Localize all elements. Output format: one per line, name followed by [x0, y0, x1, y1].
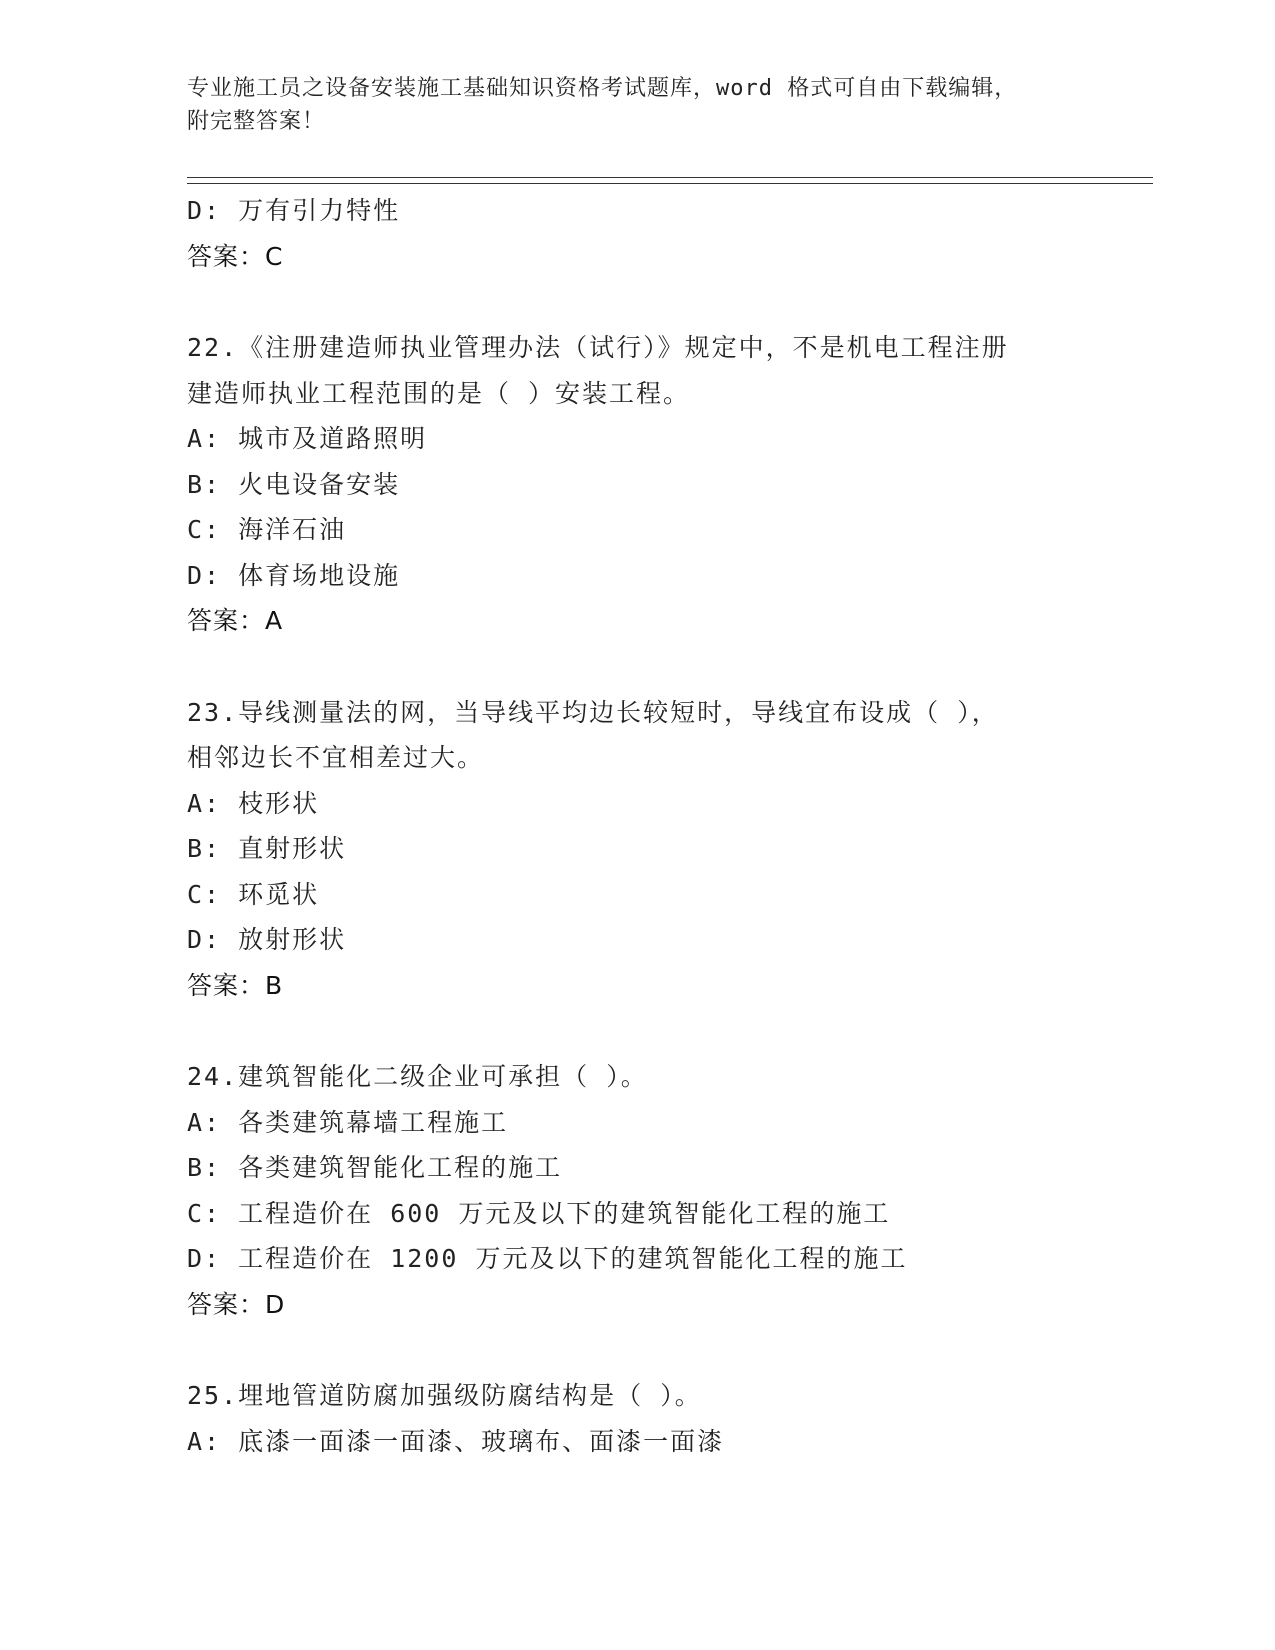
option-a: A: 各类建筑幕墙工程施工 — [187, 1107, 509, 1137]
question-stem: 23.导线测量法的网，当导线平均边长较短时，导线宜布设成（ ）， — [187, 697, 999, 727]
option-c: C: 海洋石油 — [187, 515, 347, 544]
option-a: A: 城市及道路照明 — [187, 424, 428, 453]
option-d: D: 放射形状 — [187, 925, 347, 954]
question-stem-cont: 相邻边长不宜相差过大。 — [187, 743, 485, 772]
question-24 — [187, 1054, 1153, 1327]
question-23 — [187, 690, 1153, 1009]
question-25 — [187, 1373, 1153, 1464]
option-d: D: 万有引力特性 — [187, 196, 401, 225]
question-list — [187, 188, 1153, 1464]
option-b: B: 各类建筑智能化工程的施工 — [187, 1153, 563, 1182]
header-line-2: 附完整答案！ — [187, 109, 326, 134]
option-a: A: 底漆一面漆一面漆、玻璃布、面漆一面漆 — [187, 1426, 725, 1456]
header-divider — [187, 177, 1153, 184]
question-stem: 22.《注册建造师执业管理办法（试行）》规定中，不是机电工程注册 — [187, 333, 1009, 362]
header-line-1: 专业施工员之设备安装施工基础知识资格考试题库，word 格式可自由下载编辑， — [187, 76, 1018, 101]
option-a: A: 枝形状 — [187, 788, 320, 818]
question-stem-cont: 建造师执业工程范围的是（ ）安装工程。 — [187, 378, 691, 408]
option-d: D: 体育场地设施 — [187, 560, 401, 590]
option-c: C: 工程造价在 600 万元及以下的建筑智能化工程的施工 — [187, 1198, 891, 1228]
question-22 — [187, 325, 1153, 644]
answer: 答案：D — [187, 1289, 286, 1319]
question-stem: 25.埋地管道防腐加强级防腐结构是（ ）。 — [187, 1381, 702, 1410]
option-d: D: 工程造价在 1200 万元及以下的建筑智能化工程的施工 — [187, 1244, 908, 1273]
option-b: B: 直射形状 — [187, 834, 347, 863]
answer: 答案：C — [187, 241, 284, 271]
answer: 答案：A — [187, 606, 284, 635]
document-header — [187, 72, 1087, 138]
option-b: B: 火电设备安装 — [187, 469, 401, 499]
question-stem: 24.建筑智能化二级企业可承担（ ）。 — [187, 1062, 648, 1091]
option-c: C: 环觅状 — [187, 879, 320, 909]
answer: 答案：B — [187, 970, 284, 1000]
